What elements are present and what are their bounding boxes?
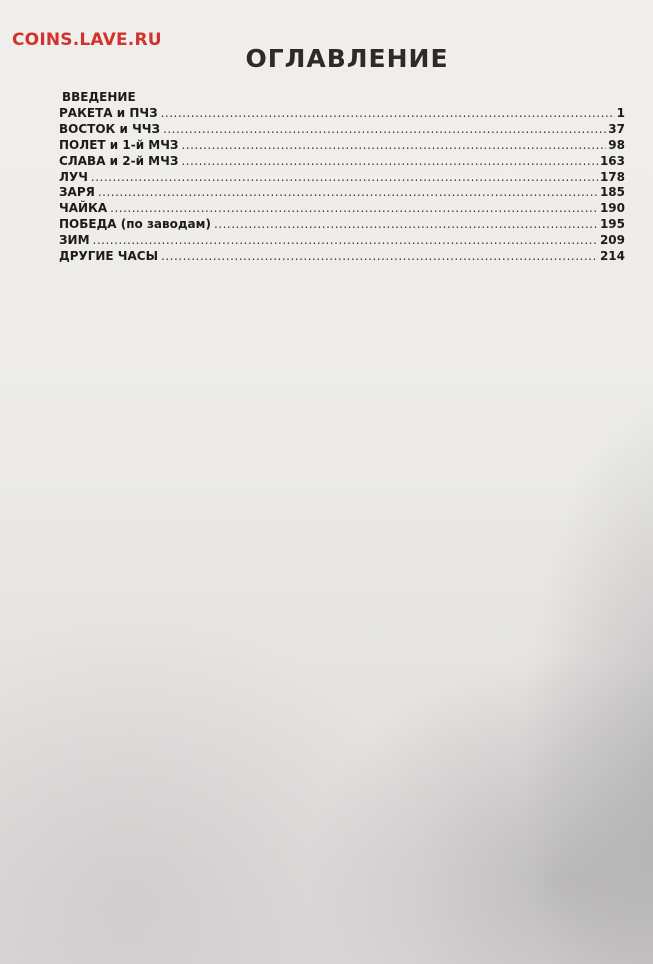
- toc-entry: [59, 138, 625, 154]
- toc-entry: [59, 201, 625, 217]
- toc-entry: [59, 154, 625, 170]
- toc-entry-page: 185: [599, 185, 625, 200]
- toc-leader-dots: [214, 217, 598, 233]
- toc-entry-label: ПОЛЕТ и 1-й МЧЗ: [59, 137, 179, 152]
- toc-entry: [59, 233, 625, 249]
- toc-entry-page: 98: [608, 137, 625, 152]
- toc-leader-dots: [181, 154, 598, 170]
- toc-entry-page: 195: [599, 217, 625, 232]
- toc-entry: [59, 122, 625, 138]
- toc-entry-label: ЧАЙКА: [59, 201, 108, 216]
- toc-leader-dots: [181, 138, 606, 154]
- toc-leader-dots: [163, 122, 606, 138]
- toc-entry-page: 37: [608, 121, 625, 136]
- toc-entry-page: 163: [599, 153, 625, 168]
- toc-entry-label: РАКЕТА и ПЧЗ: [59, 106, 158, 120]
- table-of-contents: [59, 90, 625, 265]
- toc-intro: ВВЕДЕНИЕ: [62, 90, 136, 104]
- toc-entry-label: ЗИМ: [59, 233, 90, 248]
- toc-entry-label: ПОБЕДА (по заводам): [59, 217, 211, 232]
- shadow-overlay: [520, 380, 653, 964]
- toc-leader-dots: [98, 185, 598, 201]
- toc-entry-page: 178: [599, 169, 625, 184]
- toc-leader-dots: [161, 106, 615, 122]
- toc-leader-dots: [161, 249, 598, 265]
- toc-entry-page: 190: [599, 201, 625, 216]
- toc-entry: [59, 249, 625, 265]
- toc-leader-dots: [91, 170, 598, 186]
- toc-entry-label: ДРУГИЕ ЧАСЫ: [59, 249, 159, 264]
- toc-entry-label: ЗАРЯ: [59, 185, 95, 200]
- toc-entry-page: 1: [616, 106, 625, 120]
- toc-entry: [59, 170, 625, 186]
- toc-entry-label: СЛАВА и 2-й МЧЗ: [59, 153, 179, 168]
- page-title: ОГЛАВЛЕНИЕ: [245, 44, 449, 73]
- toc-entry: [59, 106, 625, 122]
- toc-entry: [59, 185, 625, 201]
- toc-entry-label: ЛУЧ: [59, 169, 88, 184]
- toc-entry-page: 214: [599, 249, 625, 264]
- toc-entry-label: ВОСТОК и ЧЧЗ: [59, 121, 161, 136]
- toc-entry-page: 209: [599, 233, 625, 248]
- toc-entry: [59, 217, 625, 233]
- watermark: COINS.LAVE.RU: [12, 30, 162, 50]
- toc-leader-dots: [93, 233, 598, 249]
- toc-leader-dots: [110, 201, 598, 217]
